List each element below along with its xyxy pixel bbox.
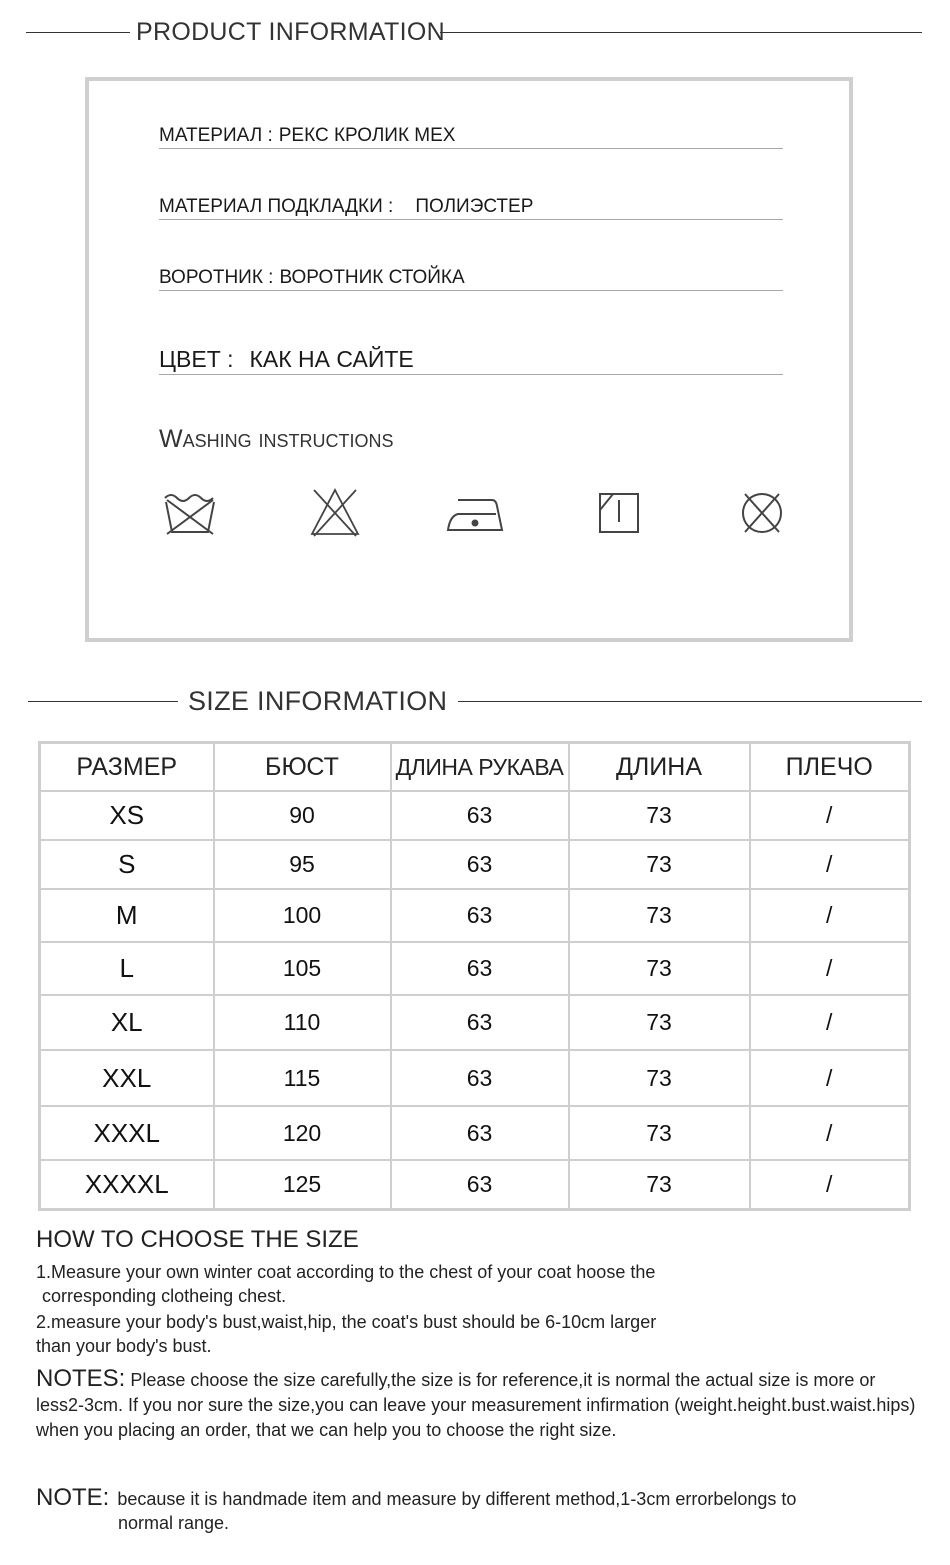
shoulder-cell: / <box>750 1160 910 1209</box>
table-row <box>40 942 910 995</box>
collar-label: ВОРОТНИК : <box>159 267 274 288</box>
line-dry-icon <box>589 486 651 538</box>
material-value: РЕКС КРОЛИК МЕХ <box>278 125 456 146</box>
bust-cell: 115 <box>214 1050 391 1106</box>
size-cell: XS <box>40 791 214 840</box>
shoulder-cell: / <box>750 889 910 942</box>
note-text-line-2: normal range. <box>118 1513 230 1533</box>
sleeve-cell: 63 <box>391 1050 569 1106</box>
do-not-dry-clean-icon <box>731 486 793 538</box>
step-1-line-1: 1.Measure your own winter coat according to the chest of your coat hoose the <box>36 1262 656 1282</box>
sleeve-cell: 63 <box>391 889 569 942</box>
col-header-length: ДЛИНА <box>569 743 750 792</box>
shoulder-cell: / <box>750 791 910 840</box>
sleeve-cell: 63 <box>391 995 569 1050</box>
size-cell: XXXXL <box>40 1160 214 1209</box>
bust-cell: 100 <box>214 889 391 942</box>
table-row <box>40 995 910 1050</box>
col-header-size: РАЗМЕР <box>40 743 214 792</box>
notes-paragraph <box>36 1366 916 1443</box>
step-1-text <box>36 1260 776 1308</box>
size-table <box>38 741 911 1211</box>
bust-cell: 110 <box>214 995 391 1050</box>
do-not-wash-icon <box>159 486 221 538</box>
table-row <box>40 889 910 942</box>
size-table-header-row <box>40 743 910 792</box>
product-information-header <box>26 17 922 47</box>
iron-low-heat-icon <box>444 486 506 538</box>
step-1-line-2: corresponding clotheing chest. <box>42 1286 287 1306</box>
shoulder-cell: / <box>750 1050 910 1106</box>
product-information-title: PRODUCT INFORMATION <box>136 18 445 46</box>
material-row <box>159 125 783 149</box>
sleeve-cell: 63 <box>391 1160 569 1209</box>
how-to-choose-title: HOW TO CHOOSE THE SIZE <box>36 1226 359 1253</box>
header-rule-right <box>458 701 922 702</box>
header-rule-left <box>26 32 130 33</box>
size-cell: M <box>40 889 214 942</box>
shoulder-cell: / <box>750 942 910 995</box>
sleeve-cell: 63 <box>391 840 569 889</box>
size-cell: XXXL <box>40 1106 214 1160</box>
step-2-line-2: than your body's bust. <box>36 1336 212 1356</box>
header-rule-left <box>28 701 178 702</box>
length-cell: 73 <box>569 1050 750 1106</box>
sleeve-cell: 63 <box>391 791 569 840</box>
collar-row <box>159 267 783 291</box>
note-paragraph <box>36 1486 916 1535</box>
table-row <box>40 840 910 889</box>
size-information-title: SIZE INFORMATION <box>188 686 448 716</box>
sleeve-cell: 63 <box>391 942 569 995</box>
collar-value: ВОРОТНИК СТОЙКА <box>279 267 465 288</box>
color-row <box>159 346 783 375</box>
size-cell: XXL <box>40 1050 214 1106</box>
shoulder-cell: / <box>750 840 910 889</box>
step-2-line-1: 2.measure your body's bust,waist,hip, the coat's bust should be 6-10cm larger <box>36 1312 657 1332</box>
notes-text: Please choose the size carefully,the size is for reference,it is normal the actual size is more or less2-3cm. If you nor sure the size,you can leave your measurement infirmation (weight.height.bust.waist.hips) when you placing an order, that we can help you to choose the right size. <box>36 1370 916 1440</box>
col-header-shoulder: ПЛЕЧО <box>750 743 910 792</box>
sleeve-cell: 63 <box>391 1106 569 1160</box>
color-value: КАК НА САЙТЕ <box>249 346 414 372</box>
product-info-box <box>85 77 853 642</box>
lining-row <box>159 196 783 220</box>
length-cell: 73 <box>569 1160 750 1209</box>
step-2-text <box>36 1310 776 1358</box>
col-header-sleeve-length: ДЛИНА РУКАВА <box>391 743 569 792</box>
length-cell: 73 <box>569 889 750 942</box>
bust-cell: 125 <box>214 1160 391 1209</box>
note-text-line-1: because it is handmade item and measure by different method,1-3cm errorbelongs to <box>117 1489 797 1509</box>
length-cell: 73 <box>569 995 750 1050</box>
size-cell: L <box>40 942 214 995</box>
header-rule-right <box>440 32 922 33</box>
bust-cell: 90 <box>214 791 391 840</box>
length-cell: 73 <box>569 1106 750 1160</box>
bust-cell: 95 <box>214 840 391 889</box>
material-label: МАТЕРИАЛ : <box>159 125 273 146</box>
table-row <box>40 791 910 840</box>
bust-cell: 120 <box>214 1106 391 1160</box>
length-cell: 73 <box>569 942 750 995</box>
length-cell: 73 <box>569 840 750 889</box>
washing-instructions-title: Washing instructions <box>159 425 394 453</box>
length-cell: 73 <box>569 791 750 840</box>
shoulder-cell: / <box>750 1106 910 1160</box>
table-row <box>40 1050 910 1106</box>
lining-label: МАТЕРИАЛ ПОДКЛАДКИ : <box>159 196 394 217</box>
do-not-bleach-icon <box>304 486 366 538</box>
table-row <box>40 1160 910 1209</box>
lining-value: ПОЛИЭСТЕР <box>415 196 534 217</box>
size-cell: XL <box>40 995 214 1050</box>
note-label: NOTE: <box>36 1484 110 1511</box>
notes-label: NOTES: <box>36 1365 126 1392</box>
color-label: ЦВЕТ : <box>159 346 234 372</box>
shoulder-cell: / <box>750 995 910 1050</box>
table-row <box>40 1106 910 1160</box>
col-header-bust: БЮСТ <box>214 743 391 792</box>
bust-cell: 105 <box>214 942 391 995</box>
size-cell: S <box>40 840 214 889</box>
size-information-header <box>26 686 922 716</box>
